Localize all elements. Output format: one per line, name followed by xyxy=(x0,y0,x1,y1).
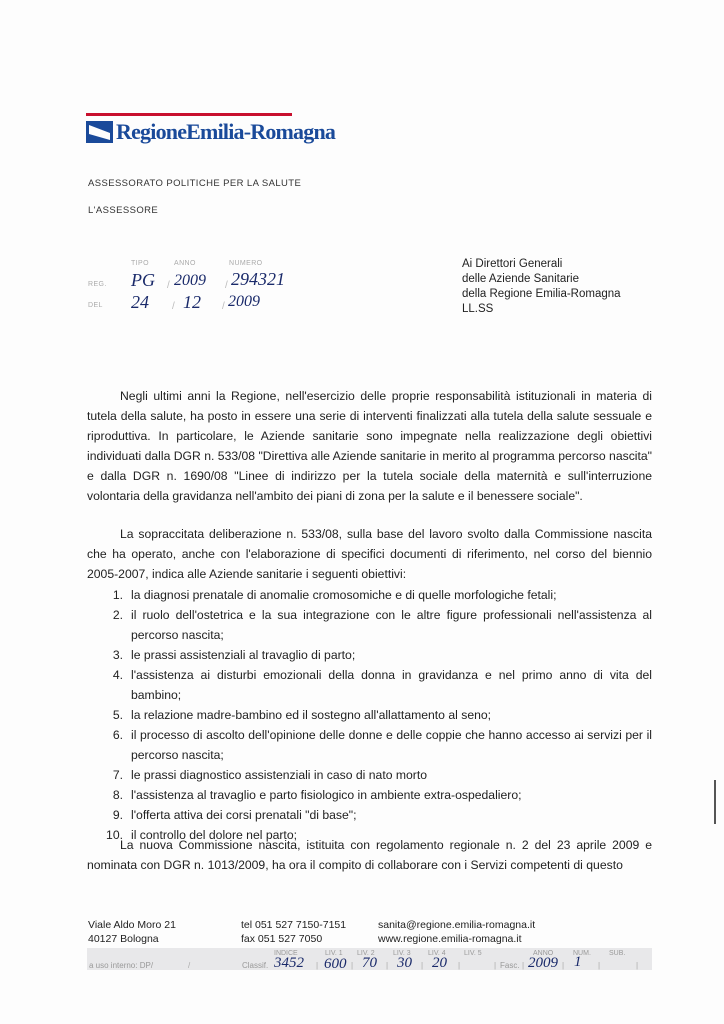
protocol-reg-tipo: PG xyxy=(131,270,155,290)
header-liv4: LIV. 4 xyxy=(428,950,446,957)
list-item xyxy=(87,785,652,805)
list-item-number: 4. xyxy=(112,668,123,682)
regione-logo xyxy=(86,113,336,149)
classif-anno-value: 2009 xyxy=(528,955,558,971)
list-item-text: la diagnosi prenatale di anomalie cromosomiche e di quelle morfologiche fetali; xyxy=(131,588,557,602)
classif-num-value: 1 xyxy=(574,954,582,970)
list-item-text: le prassi diagnostico assistenziali in caso di nato morto xyxy=(131,768,428,782)
list-item xyxy=(87,645,652,665)
list-item xyxy=(87,665,652,705)
protocol-separator: / xyxy=(172,301,175,312)
footer-address-line: 40127 Bologna xyxy=(88,933,159,945)
header-liv5: LIV. 5 xyxy=(464,950,482,957)
list-item-number: 7. xyxy=(112,768,123,782)
internal-use-label: a uso interno: DP/ xyxy=(89,961,154,970)
classification-separator: | xyxy=(636,961,639,970)
classification-separator: | xyxy=(458,961,461,970)
protocol-label-reg: REG. xyxy=(88,281,107,288)
classification-separator: | xyxy=(386,961,389,970)
classification-separator: | xyxy=(351,961,354,970)
logo-text: RegioneEmilia-Romagna xyxy=(116,119,336,144)
classif-liv3-value: 30 xyxy=(397,955,412,971)
classification-separator: | xyxy=(316,961,319,970)
objectives-list xyxy=(87,585,652,845)
list-item-text: l'assistenza al travaglio e parto fisiologico in ambiente extra-ospedaliero; xyxy=(131,788,522,802)
office-name: L'ASSESSORE xyxy=(88,205,159,216)
protocol-header-tipo: TIPO xyxy=(131,260,149,267)
recipient-line: della Regione Emilia-Romagna xyxy=(462,288,621,300)
protocol-del-mese: 12 xyxy=(183,292,201,312)
footer-fax: fax 051 527 7050 xyxy=(241,933,323,945)
recipient-line: Ai Direttori Generali xyxy=(462,258,563,270)
classification-separator: | xyxy=(494,961,497,970)
recipient-line: LL.SS xyxy=(462,303,494,315)
regione-emblem-icon xyxy=(86,121,116,145)
list-item-text: l'assistenza ai disturbi emozionali della donna in gravidanza e nel primo anno di vita del bambino; xyxy=(131,668,652,702)
classif-indice-value: 3452 xyxy=(274,955,304,971)
list-item-text: la relazione madre-bambino ed il sostegno all'allattamento al seno; xyxy=(131,708,492,722)
protocol-separator: / xyxy=(222,301,225,312)
list-item-number: 9. xyxy=(112,808,123,822)
logo-red-bar xyxy=(86,113,292,116)
protocol-del-anno: 2009 xyxy=(228,293,260,310)
list-item xyxy=(87,605,652,645)
footer-address xyxy=(88,918,176,946)
classification-separator: | xyxy=(522,961,525,970)
list-item-text: il processo di ascolto dell'opinione delle donne e delle coppie che hanno accesso ai servizi per il percorso nascita; xyxy=(131,728,652,762)
header-liv1: LIV. 1 xyxy=(325,950,343,957)
classif-liv2-value: 70 xyxy=(362,955,377,971)
header-num: NUM. xyxy=(573,950,591,957)
protocol-reg-anno: 2009 xyxy=(174,272,206,289)
classif-liv1-value: 600 xyxy=(324,956,347,972)
list-item xyxy=(87,805,652,825)
header-indice: INDICE xyxy=(274,950,298,957)
footer-phone xyxy=(241,918,346,946)
classification-separator: | xyxy=(421,961,424,970)
list-item-number: 5. xyxy=(112,708,123,722)
recipient-block xyxy=(462,257,621,317)
list-item-number: 3. xyxy=(112,648,123,662)
protocol-label-del: DEL xyxy=(88,302,103,309)
protocol-separator: / xyxy=(167,280,170,291)
protocol-del-giorno: 24 xyxy=(131,292,149,312)
fasc-label: Fasc. xyxy=(500,961,520,970)
header-liv3: LIV. 3 xyxy=(393,950,411,957)
classification-separator: | xyxy=(598,961,601,970)
classification-separator: | xyxy=(562,961,565,970)
list-item xyxy=(87,585,652,605)
body-paragraph-2: La sopraccitata deliberazione n. 533/08, sulla base del lavoro svolto dalla Commissione nascita che ha operato, anche con l'elaborazione di specifici documenti di riferimento, nel corso del biennio 2005-2007, indica alle Aziende sanitarie i seguenti obiettivi: xyxy=(87,527,652,581)
list-item-text: l'offerta attiva dei corsi prenatali "di base"; xyxy=(131,808,357,822)
footer-contacts xyxy=(378,918,535,946)
list-item xyxy=(87,725,652,765)
classif-label: Classif. xyxy=(242,961,269,970)
footer-email: sanita@regione.emilia-romagna.it xyxy=(378,919,536,931)
list-item-number: 6. xyxy=(112,728,123,742)
footer-tel: tel 051 527 7150-7151 xyxy=(241,919,347,931)
body-paragraph-3: La nuova Commissione nascita, istituita con regolamento regionale n. 2 del 23 aprile 2009 e nominata con DGR n. 1013/2009, ha ora il compito di collaborare con i Servizi competenti di questo xyxy=(87,838,652,872)
protocol-header-anno: ANNO xyxy=(174,260,196,267)
department-name: ASSESSORATO POLITICHE PER LA SALUTE xyxy=(88,178,302,189)
list-item-number: 2. xyxy=(112,608,123,622)
list-item xyxy=(87,705,652,725)
list-item-number: 1. xyxy=(112,588,123,602)
list-item-text: il controllo del dolore nel parto; xyxy=(131,828,297,842)
header-anno: ANNO xyxy=(533,950,554,957)
scan-margin-mark xyxy=(714,780,716,824)
list-item-number: 8. xyxy=(112,788,123,802)
header-liv2: LIV. 2 xyxy=(357,950,375,957)
list-item xyxy=(87,765,652,785)
list-item-text: le prassi assistenziali al travaglio di parto; xyxy=(131,648,356,662)
header-sub: SUB. xyxy=(609,950,626,957)
protocol-reg-numero: 294321 xyxy=(231,269,285,289)
recipient-line: delle Aziende Sanitarie xyxy=(462,273,579,285)
body-paragraph-1: Negli ultimi anni la Regione, nell'esercizio delle proprie responsabilità istituzionali in materia di tutela della salute, ha posto in essere una serie di interventi finalizzati alla tutela della salute sessuale e riproduttiva. In particolare, le Aziende sanitarie sono impegnate nella realizzazione degli obiettivi individuati dalla DGR n. 533/08 "Direttiva alle Aziende sanitarie in merito al programma percorso nascita" e dalla DGR n. 1690/08 "Linee di indirizzo per la tutela sociale della maternità e sull'interruzione volontaria della gravidanza nell'ambito dei piani di zona per la salute e il benessere sociale". xyxy=(87,389,652,503)
protocol-separator: / xyxy=(225,280,228,291)
footer-address-line: Viale Aldo Moro 21 xyxy=(88,919,176,931)
list-item-text: il ruolo dell'ostetrica e la sua integrazione con le altre figure professionali nell'assistenza al percorso nascita; xyxy=(131,608,652,642)
footer-website: www.regione.emilia-romagna.it xyxy=(378,933,522,945)
protocol-header-numero: NUMERO xyxy=(229,260,263,267)
list-item-number: 10. xyxy=(106,828,123,842)
classif-liv4-value: 20 xyxy=(432,955,447,971)
classification-separator: / xyxy=(188,961,191,970)
